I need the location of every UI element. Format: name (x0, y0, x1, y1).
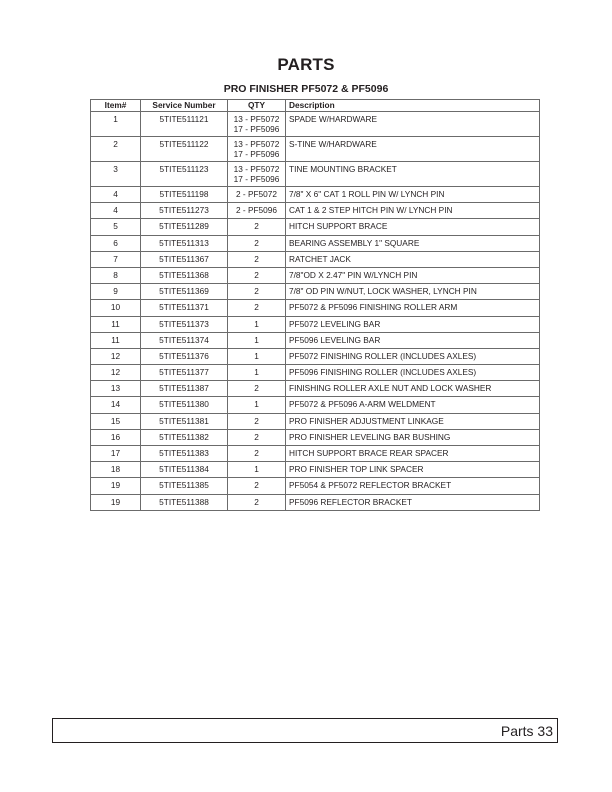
service-number-cell: 5TITE511377 (141, 365, 228, 381)
service-number-cell: 5TITE511198 (141, 187, 228, 203)
item-number-cell: 12 (91, 348, 141, 364)
qty-cell: 2 (228, 446, 286, 462)
item-number-cell: 7 (91, 251, 141, 267)
item-number-cell: 11 (91, 332, 141, 348)
table-row (91, 284, 540, 300)
service-number-cell: 5TITE511383 (141, 446, 228, 462)
service-number-cell: 5TITE511385 (141, 478, 228, 494)
service-number-cell: 5TITE511123 (141, 162, 228, 187)
table-row (91, 397, 540, 413)
table-row (91, 348, 540, 364)
item-number-cell: 17 (91, 446, 141, 462)
item-number-cell: 19 (91, 478, 141, 494)
page-title: PARTS (277, 55, 335, 74)
service-number-cell: 5TITE511387 (141, 381, 228, 397)
table-row (91, 365, 540, 381)
qty-cell: 13 - PF5072 17 - PF5096 (228, 137, 286, 162)
page-number: Parts 33 (500, 723, 553, 739)
qty-cell: 2 (228, 478, 286, 494)
item-number-cell: 9 (91, 284, 141, 300)
service-number-cell: 5TITE511273 (141, 203, 228, 219)
table-row (91, 332, 540, 348)
table-header-row (91, 100, 540, 112)
parts-table (90, 99, 540, 511)
table-row (91, 381, 540, 397)
table-row (91, 478, 540, 494)
header-qty: QTY (228, 100, 286, 112)
service-number-cell: 5TITE511388 (141, 494, 228, 510)
description-cell: PF5054 & PF5072 REFLECTOR BRACKET (286, 478, 540, 494)
table-row (91, 203, 540, 219)
qty-cell: 2 (228, 251, 286, 267)
description-cell: PF5072 FINISHING ROLLER (INCLUDES AXLES) (286, 348, 540, 364)
qty-cell: 2 (228, 381, 286, 397)
item-number-cell: 4 (91, 187, 141, 203)
description-cell: PF5072 & PF5096 A-ARM WELDMENT (286, 397, 540, 413)
qty-cell: 13 - PF5072 17 - PF5096 (228, 162, 286, 187)
table-row (91, 112, 540, 137)
description-cell: SPADE W/HARDWARE (286, 112, 540, 137)
item-number-cell: 16 (91, 429, 141, 445)
item-number-cell: 18 (91, 462, 141, 478)
qty-cell: 1 (228, 397, 286, 413)
table-row (91, 251, 540, 267)
service-number-cell: 5TITE511384 (141, 462, 228, 478)
qty-cell: 1 (228, 348, 286, 364)
table-row (91, 137, 540, 162)
service-number-cell: 5TITE511376 (141, 348, 228, 364)
description-cell: HITCH SUPPORT BRACE REAR SPACER (286, 446, 540, 462)
qty-cell: 1 (228, 462, 286, 478)
page-footer (52, 718, 558, 743)
item-number-cell: 1 (91, 112, 141, 137)
item-number-cell: 12 (91, 365, 141, 381)
qty-cell: 2 - PF5072 (228, 187, 286, 203)
qty-cell: 2 (228, 219, 286, 235)
description-cell: BEARING ASSEMBLY 1" SQUARE (286, 235, 540, 251)
header-service-number: Service Number (141, 100, 228, 112)
item-number-cell: 19 (91, 494, 141, 510)
description-cell: PRO FINISHER LEVELING BAR BUSHING (286, 429, 540, 445)
qty-cell: 1 (228, 365, 286, 381)
service-number-cell: 5TITE511121 (141, 112, 228, 137)
service-number-cell: 5TITE511371 (141, 300, 228, 316)
service-number-cell: 5TITE511382 (141, 429, 228, 445)
table-row (91, 494, 540, 510)
service-number-cell: 5TITE511373 (141, 316, 228, 332)
qty-cell: 2 (228, 413, 286, 429)
service-number-cell: 5TITE511313 (141, 235, 228, 251)
description-cell: PF5072 LEVELING BAR (286, 316, 540, 332)
description-cell: PF5096 FINISHING ROLLER (INCLUDES AXLES) (286, 365, 540, 381)
page-subtitle: PRO FINISHER PF5072 & PF5096 (223, 83, 389, 95)
qty-cell: 1 (228, 332, 286, 348)
header-description: Description (286, 100, 540, 112)
description-cell: 7/8"OD X 2.47" PIN W/LYNCH PIN (286, 267, 540, 283)
description-cell: HITCH SUPPORT BRACE (286, 219, 540, 235)
table-row (91, 235, 540, 251)
description-cell: TINE MOUNTING BRACKET (286, 162, 540, 187)
description-cell: RATCHET JACK (286, 251, 540, 267)
service-number-cell: 5TITE511368 (141, 267, 228, 283)
table-row (91, 300, 540, 316)
table-row (91, 162, 540, 187)
description-cell: PF5096 LEVELING BAR (286, 332, 540, 348)
description-cell: 7/8" X 6" CAT 1 ROLL PIN W/ LYNCH PIN (286, 187, 540, 203)
item-number-cell: 3 (91, 162, 141, 187)
qty-cell: 1 (228, 316, 286, 332)
service-number-cell: 5TITE511380 (141, 397, 228, 413)
item-number-cell: 2 (91, 137, 141, 162)
description-cell: S-TINE W/HARDWARE (286, 137, 540, 162)
service-number-cell: 5TITE511289 (141, 219, 228, 235)
service-number-cell: 5TITE511122 (141, 137, 228, 162)
table-row (91, 267, 540, 283)
qty-cell: 2 (228, 267, 286, 283)
item-number-cell: 15 (91, 413, 141, 429)
item-number-cell: 8 (91, 267, 141, 283)
qty-cell: 2 (228, 284, 286, 300)
description-cell: 7/8" OD PIN W/NUT, LOCK WASHER, LYNCH PIN (286, 284, 540, 300)
table-row (91, 446, 540, 462)
qty-cell: 2 (228, 235, 286, 251)
qty-cell: 13 - PF5072 17 - PF5096 (228, 112, 286, 137)
description-cell: FINISHING ROLLER AXLE NUT AND LOCK WASHER (286, 381, 540, 397)
description-cell: PF5072 & PF5096 FINISHING ROLLER ARM (286, 300, 540, 316)
qty-cell: 2 (228, 300, 286, 316)
qty-cell: 2 (228, 429, 286, 445)
table-row (91, 219, 540, 235)
table-row (91, 413, 540, 429)
table-row (91, 187, 540, 203)
item-number-cell: 4 (91, 203, 141, 219)
item-number-cell: 6 (91, 235, 141, 251)
description-cell: PRO FINISHER ADJUSTMENT LINKAGE (286, 413, 540, 429)
service-number-cell: 5TITE511367 (141, 251, 228, 267)
qty-cell: 2 - PF5096 (228, 203, 286, 219)
description-cell: PRO FINISHER TOP LINK SPACER (286, 462, 540, 478)
parts-table-body (91, 112, 540, 511)
table-row (91, 462, 540, 478)
table-row (91, 316, 540, 332)
item-number-cell: 13 (91, 381, 141, 397)
table-row (91, 429, 540, 445)
item-number-cell: 5 (91, 219, 141, 235)
service-number-cell: 5TITE511374 (141, 332, 228, 348)
qty-cell: 2 (228, 494, 286, 510)
service-number-cell: 5TITE511381 (141, 413, 228, 429)
service-number-cell: 5TITE511369 (141, 284, 228, 300)
description-cell: PF5096 REFLECTOR BRACKET (286, 494, 540, 510)
item-number-cell: 10 (91, 300, 141, 316)
description-cell: CAT 1 & 2 STEP HITCH PIN W/ LYNCH PIN (286, 203, 540, 219)
item-number-cell: 11 (91, 316, 141, 332)
header-item: Item# (91, 100, 141, 112)
item-number-cell: 14 (91, 397, 141, 413)
